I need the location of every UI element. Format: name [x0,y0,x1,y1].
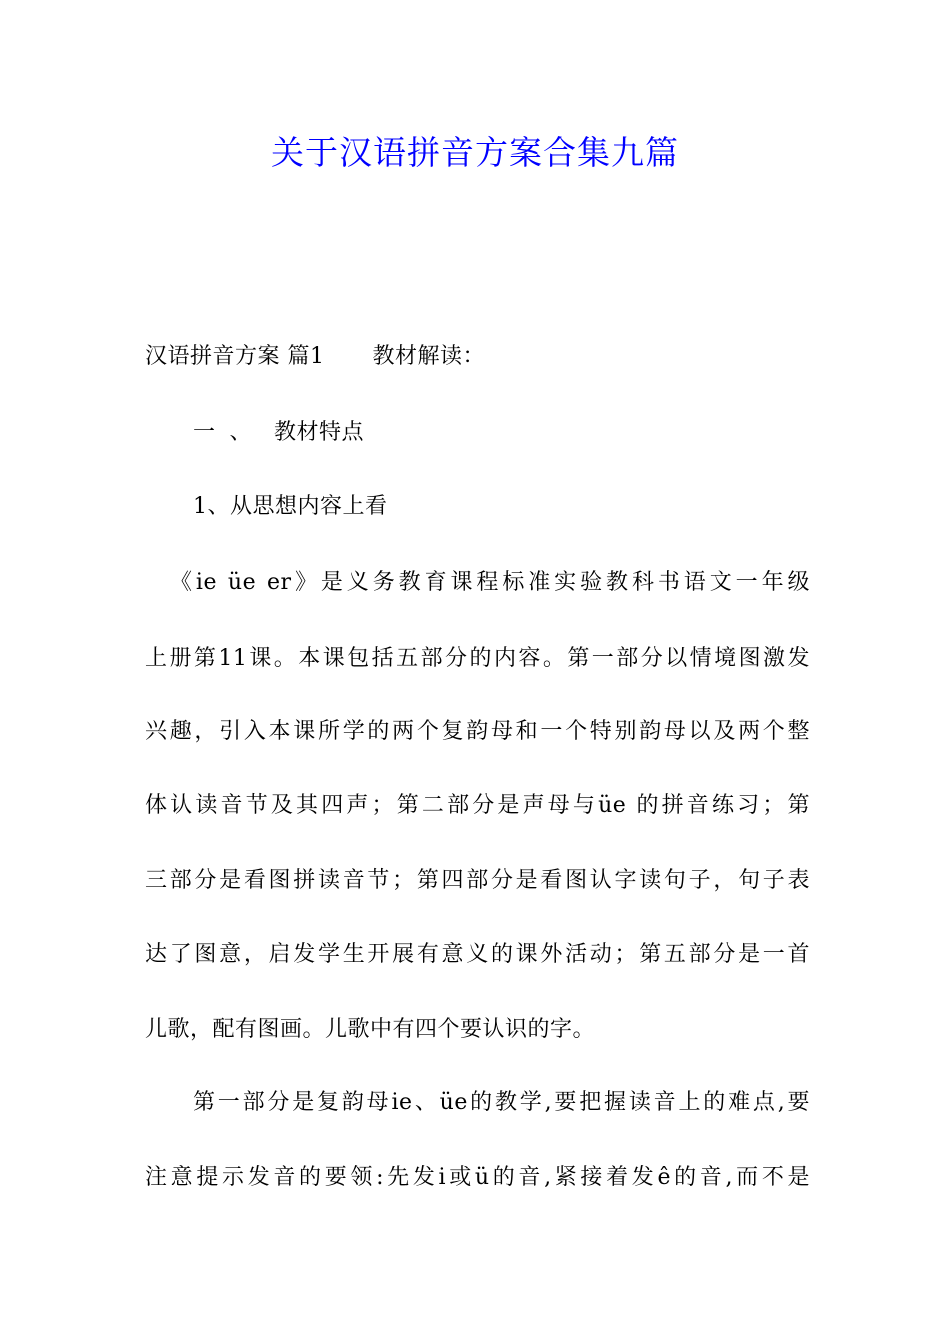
article-heading [145,342,810,372]
section-label: 教材特点 [274,420,365,445]
paragraph-line: 三部分是看图拼读音节；第四部分是看图认字读句子，句子表 [145,868,810,893]
section-heading [193,418,858,448]
paragraph-line: 兴趣，引入本课所学的两个复韵母和一个特别韵母以及两个整 [145,719,810,744]
paragraph-line: 上册第11课。本课包括五部分的内容。第一部分以情境图激发 [145,646,810,671]
article-heading-right: 教材解读： [372,344,486,369]
paragraph-line: 达了图意，启发学生开展有意义的课外活动；第五部分是一首 [145,942,810,967]
paragraph-line: 注意提示发音的要领:先发i或ü的音,紧接着发ê的音,而不是 [145,1165,810,1190]
paragraph-line: 第一部分是复韵母ie、üe的教学,要把握读音上的难点,要 [193,1090,810,1115]
section-number: 一 [193,420,216,445]
document-title: 关于汉语拼音方案合集九篇 [271,133,679,172]
paragraph-line: 儿歌，配有图画。儿歌中有四个要认识的字。 [145,1017,596,1042]
paragraph-line: 《ie üe er》是义务教育课程标准实验教科书语文一年级 [170,570,810,595]
section-separator: 、 [229,420,253,445]
subsection-heading: 1、从思想内容上看 [193,494,388,519]
article-heading-left: 汉语拼音方案 篇1 [145,344,325,369]
paragraph-line: 体认读音节及其四声；第二部分是声母与üe 的拼音练习；第 [145,793,810,818]
